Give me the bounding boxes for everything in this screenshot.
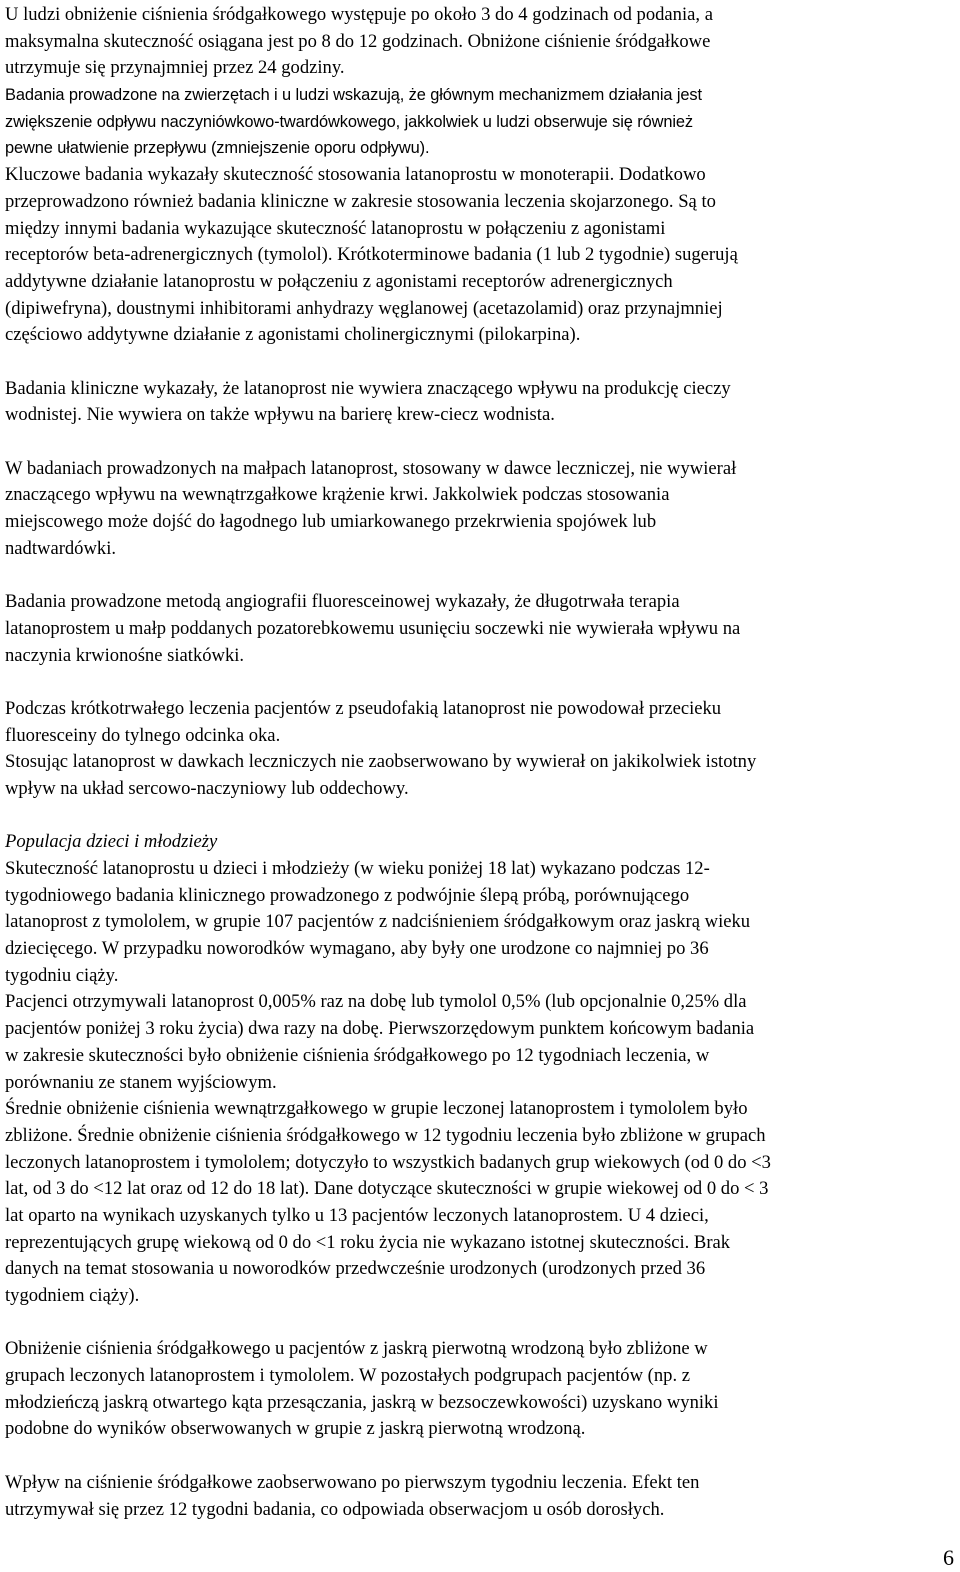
- text-line: (dipiwefryna), doustnymi inhibitorami anhydrazy węglanowej (acetazolamid) oraz przynajmniej: [5, 297, 723, 319]
- text-line: porównaniu ze stanem wyjściowym.: [5, 1071, 277, 1093]
- text-line: danych na temat stosowania u noworodków przedwcześnie urodzonych (urodzonych przed 36: [5, 1258, 706, 1280]
- text-line: zbliżone. Średnie obniżenie ciśnienia śródgałkowego w 12 tygodniu leczenia było zbliżone w grupach: [5, 1124, 766, 1146]
- paragraph: [5, 2, 957, 349]
- text-line: dziecięcego. W przypadku noworodków wymagano, aby były one urodzone co najmniej po 36: [5, 938, 709, 960]
- paragraph: [5, 1336, 957, 1443]
- text-line: Badania prowadzone metodą angiografii fluoresceinowej wykazały, że długotrwała terapia: [5, 591, 680, 613]
- text-line: latanoprostem u małp poddanych pozatorebkowemu usunięciu soczewki nie wywierała wpływu na: [5, 617, 741, 639]
- text-line: utrzymuje się przynajmniej przez 24 godziny.: [5, 57, 345, 79]
- text-line: maksymalna skuteczność osiągana jest po 8 do 12 godzinach. Obniżone ciśnienie śródgałkowe: [5, 30, 711, 52]
- text-line: Badania prowadzone na zwierzętach i u ludzi wskazują, że głównym mechanizmem działania jest: [5, 86, 702, 105]
- text-line: tygodniu ciąży.: [5, 964, 119, 986]
- paragraph-gap: [5, 429, 957, 456]
- text-line: wodnistej. Nie wywiera on także wpływu na barierę krew-ciecz wodnista.: [5, 404, 555, 426]
- text-line: pewne ułatwienie przepływu (zmniejszenie oporu odpływu).: [5, 139, 430, 158]
- paragraph-gap: [5, 1443, 957, 1470]
- paragraph-gap: [5, 349, 957, 376]
- paragraph-gap: [5, 803, 957, 830]
- text-line: wpływ na układ sercowo-naczyniowy lub oddechowy.: [5, 777, 409, 799]
- section-heading: Populacja dzieci i młodzieży: [5, 831, 218, 853]
- paragraph: [5, 829, 957, 1309]
- text-line: Badania kliniczne wykazały, że latanoprost nie wywiera znaczącego wpływu na produkcję cieczy: [5, 377, 731, 399]
- paragraph: [5, 376, 957, 429]
- text-line: tygodniowego badania klinicznego prowadzonego z podwójnie ślepą próbą, porównującego: [5, 884, 690, 906]
- text-line: Podczas krótkotrwałego leczenia pacjentów z pseudofakią latanoprost nie powodował przecieku: [5, 697, 722, 719]
- text-line: w zakresie skuteczności było obniżenie ciśnienia śródgałkowego po 12 tygodniach leczenia, w: [5, 1044, 710, 1066]
- text-line: Wpływ na ciśnienie śródgałkowe zaobserwowano po pierwszym tygodniu leczenia. Efekt ten: [5, 1471, 700, 1493]
- paragraph: [5, 696, 957, 803]
- text-line: nadtwardówki.: [5, 537, 117, 559]
- text-line: latanoprost z tymololem, w grupie 107 pacjentów z nadciśnieniem śródgałkowym oraz jaskrą wieku: [5, 911, 751, 933]
- text-line: przeprowadzono również badania kliniczne w zakresie stosowania leczenia skojarzonego. Są to: [5, 190, 716, 212]
- text-line: zwiększenie odpływu naczyniówkowo-twardówkowego, jakkolwiek u ludzi obserwuje się również: [5, 112, 694, 131]
- page-number: 6: [943, 1545, 954, 1570]
- text-line: Obniżenie ciśnienia śródgałkowego u pacjentów z jaskrą pierwotną wrodzoną było zbliżone w: [5, 1338, 708, 1360]
- text-line: lat, od 3 do <12 lat oraz od 12 do 18 lat). Dane dotyczące skuteczności w grupie wiekowej od 0 do < 3: [5, 1178, 769, 1200]
- text-line: między innymi badania wykazujące skuteczność latanoprostu w połączeniu z agonistami: [5, 217, 666, 239]
- paragraph: [5, 456, 957, 563]
- paragraph-gap: [5, 1310, 957, 1337]
- text-line: częściowo addytywne działanie z agonistami cholinergicznymi (pilokarpina).: [5, 324, 581, 346]
- document-body: [5, 2, 957, 1523]
- text-line: podobne do wyników obserwowanych w grupie z jaskrą pierwotną wrodzoną.: [5, 1418, 586, 1440]
- text-line: fluoresceiny do tylnego odcinka oka.: [5, 724, 281, 746]
- text-line: naczynia krwionośne siatkówki.: [5, 644, 245, 666]
- text-line: receptorów beta-adrenergicznych (tymolol). Krótkoterminowe badania (1 lub 2 tygodnie) sugerują: [5, 244, 738, 266]
- text-line: tygodniem ciąży).: [5, 1285, 140, 1306]
- text-line: Stosując latanoprost w dawkach leczniczych nie zaobserwowano by wywierał on jakikolwiek istotny: [5, 751, 757, 773]
- text-line: Pacjenci otrzymywali latanoprost 0,005% raz na dobę lub tymolol 0,5% (lub opcjonalnie 0,25% dla: [5, 991, 747, 1013]
- text-line: reprezentujących grupę wiekową od 0 do <1 roku życia nie wykazano istotnej skuteczności. Brak: [5, 1231, 731, 1253]
- text-line: pacjentów poniżej 3 roku życia) dwa razy na dobę. Pierwszorzędowym punktem końcowym badania: [5, 1018, 755, 1040]
- text-line: Kluczowe badania wykazały skuteczność stosowania latanoprostu w monoterapii. Dodatkowo: [5, 164, 706, 186]
- text-line: znaczącego wpływu na wewnątrzgałkowe krążenie krwi. Jakkolwiek podczas stosowania: [5, 484, 670, 506]
- paragraph: [5, 589, 957, 669]
- text-line: młodzieńczą jaskrą otwartego kąta przesączania, jaskrą w bezsoczewkowości) uzyskano wyniki: [5, 1391, 719, 1413]
- text-line: leczonych latanoprostem i tymololem; dotyczyło to wszystkich badanych grup wiekowych (od 0 do <3: [5, 1151, 771, 1173]
- paragraph-gap: [5, 562, 957, 589]
- paragraph: [5, 1470, 957, 1523]
- text-line: W badaniach prowadzonych na małpach latanoprost, stosowany w dawce leczniczej, nie wywierał: [5, 457, 737, 479]
- text-line: U ludzi obniżenie ciśnienia śródgałkowego występuje po około 3 do 4 godzinach od podania, a: [5, 4, 713, 25]
- text-line: utrzymywał się przez 12 tygodni badania, co odpowiada obserwacjom u osób dorosłych.: [5, 1498, 665, 1520]
- text-line: Skuteczność latanoprostu u dzieci i młodzieży (w wieku poniżej 18 lat) wykazano podczas 12-: [5, 858, 710, 879]
- text-line: grupach leczonych latanoprostem i tymololem. W pozostałych podgrupach pacjentów (np. z: [5, 1365, 691, 1387]
- text-line: lat oparto na wynikach uzyskanych tylko u 13 pacjentów leczonych latanoprostem. U 4 dzieci,: [5, 1204, 709, 1226]
- text-line: addytywne działanie latanoprostu w połączeniu z agonistami receptorów adrenergicznych: [5, 270, 673, 292]
- text-line: miejscowego może dojść do łagodnego lub umiarkowanego przekrwienia spojówek lub: [5, 511, 657, 533]
- text-line: Średnie obniżenie ciśnienia wewnątrzgałkowego w grupie leczonej latanoprostem i tymololem było: [5, 1098, 748, 1120]
- paragraph-gap: [5, 669, 957, 696]
